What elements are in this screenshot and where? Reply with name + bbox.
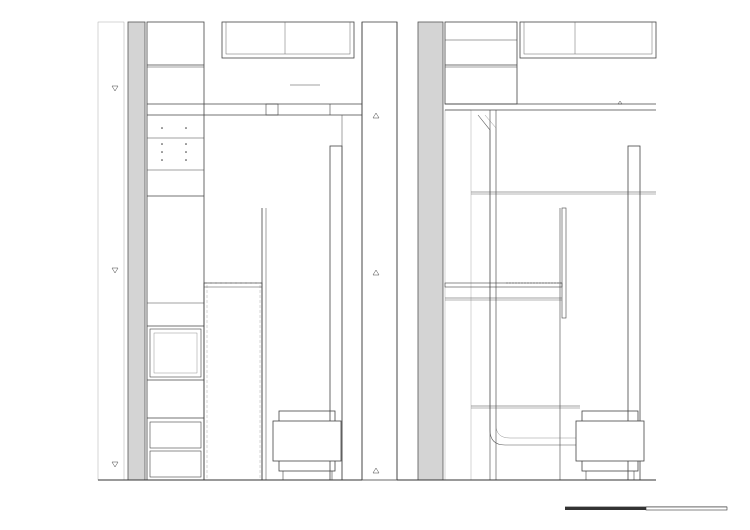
scale-bar bbox=[565, 507, 727, 510]
left-structural-wall bbox=[128, 22, 145, 480]
left-shelving-column bbox=[147, 22, 204, 480]
central-wall bbox=[362, 22, 397, 480]
right-stove bbox=[576, 411, 644, 480]
left-north-light bbox=[222, 22, 354, 58]
left-stair bbox=[204, 208, 266, 480]
right-structural-wall bbox=[418, 22, 443, 480]
left-section bbox=[0, 0, 397, 480]
left-stove bbox=[273, 411, 341, 480]
right-north-light bbox=[520, 22, 656, 58]
